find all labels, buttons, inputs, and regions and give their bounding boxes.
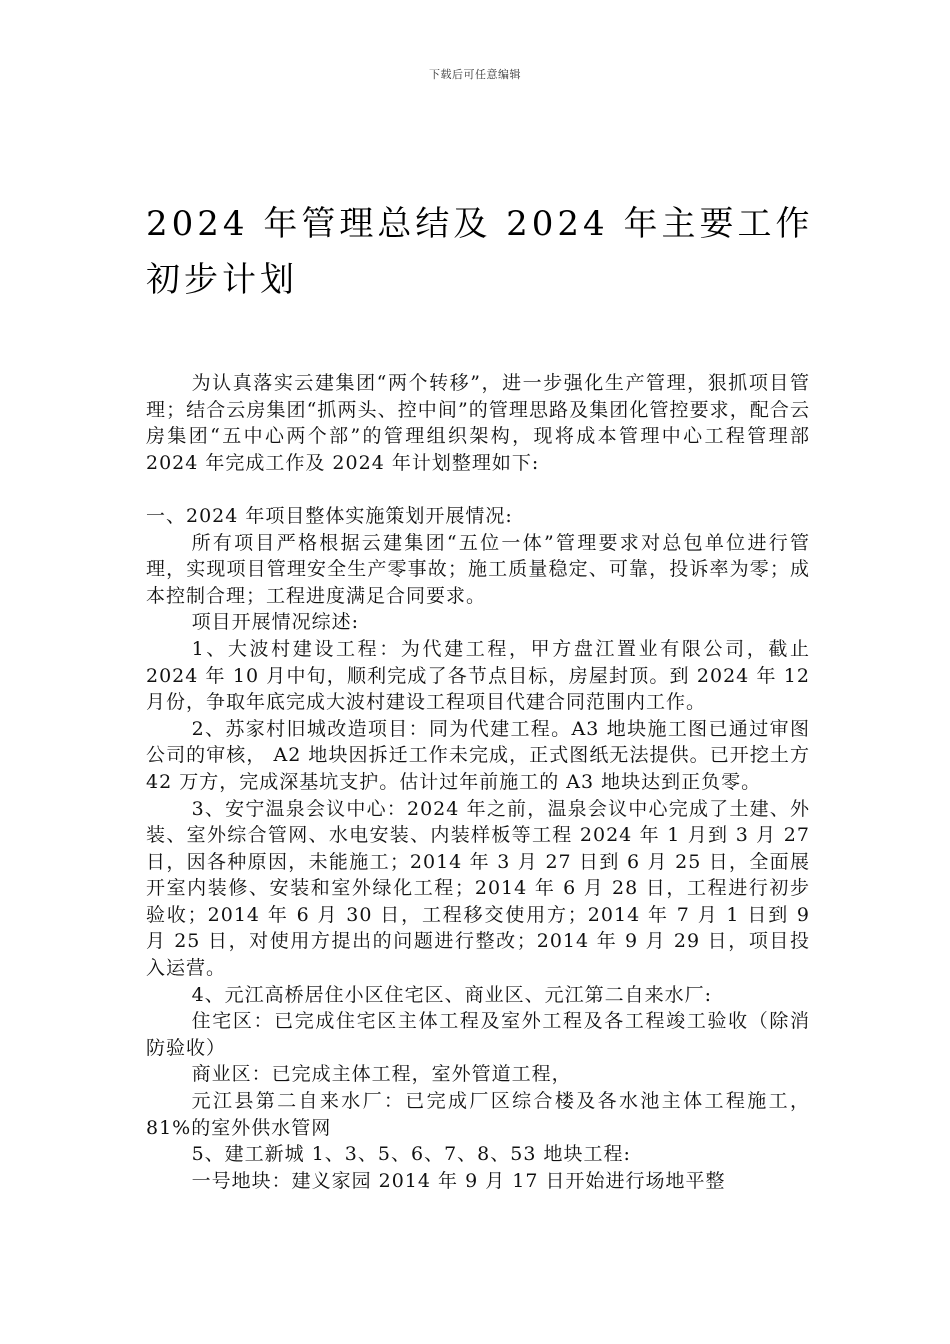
item-1: 1、大波村建设工程：为代建工程，甲方盘江置业有限公司，截止 2024 年 10 月中旬，顺利完成了各节点目标，房屋封顶。到 2024 年 12 月份，争取年底完成大波村建设工程项目代建合同范围内工作。 [146,637,810,714]
header-note: 下载后可任意编辑 [429,68,521,81]
item-5-plot-1: 一号地块：建义家园 2014 年 9 月 17 日开始进行场地平整 [191,1169,726,1192]
item-4: 4、元江高桥居住小区住宅区、商业区、元江第二自来水厂: [191,983,713,1006]
paragraph-gap [146,476,810,503]
item-3: 3、安宁温泉会议中心：2024 年之前，温泉会议中心完成了土建、外装、室外综合管网、水电安装、内装样板等工程 2024 年 1 月到 3 月 27 日，因各种原因，未能施工；2014 年 3 月 27 日到 6 月 25 日，全面展开室内装修、安装和室外绿化工程；2014 年 6 月 28 日，工程进行初步验收；2014 年 6 月 30 日，工程移交使用方；2014 年 7 月 1 日到 9 月 25 日，对使用方提出的问题进行整改；2014 年 9 月 29 日，项目投入运营。 [146,797,810,980]
section1-heading: 一、2024 年项目整体实施策划开展情况: [146,504,513,527]
item-4-water-plant: 元江县第二自来水厂：已完成厂区综合楼及各水池主体工程施工，81%的室外供水管网 [146,1090,810,1139]
document-title: 2024 年管理总结及 2024 年主要工作初步计划 [146,204,814,300]
section1-paragraph: 所有项目严格根据云建集团“五位一体”管理要求对总包单位进行管理，实现项目管理安全生产零事故；施工质量稳定、可靠，投诉率为零；成本控制合理；工程进度满足合同要求。 [146,531,810,607]
overview-heading: 项目开展情况综述: [191,611,359,634]
document-body [146,370,810,1194]
intro-paragraph: 为认真落实云建集团“两个转移”，进一步强化生产管理，狠抓项目管理；结合云房集团“抓两头、控中间”的管理思路及集团化管控要求，配合云房集团“五中心两个部”的管理组织架构，现将成本管理中心工程管理部 2024 年完成工作及 2024 年计划整理如下: [146,372,810,474]
item-4-residential: 住宅区：已完成住宅区主体工程及室外工程及各工程竣工验收（除消防验收） [146,1010,810,1059]
item-5: 5、建工新城 1、3、5、6、7、8、53 地块工程: [191,1143,631,1166]
item-2: 2、苏家村旧城改造项目：同为代建工程。A3 地块施工图已通过审图公司的审核， A2 地块因拆迁工作未完成，正式图纸无法提供。已开挖土方 42 万方，完成深基坑支护。估计过年前施工的 A3 地块达到正负零。 [146,717,810,793]
item-4-commercial: 商业区：已完成主体工程，室外管道工程， [191,1063,572,1086]
